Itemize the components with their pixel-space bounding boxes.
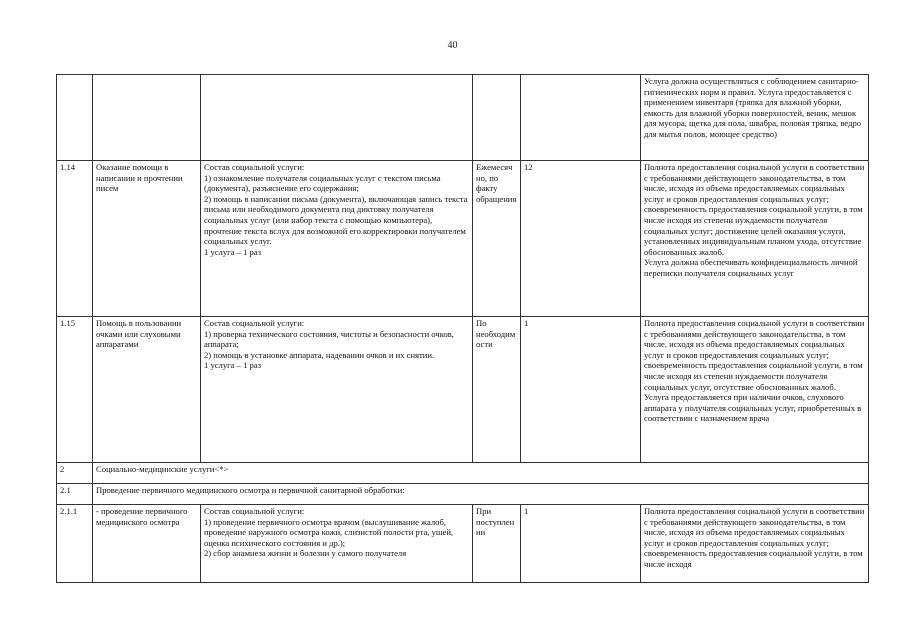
cell-service-content xyxy=(201,75,473,161)
content-line: Состав социальной услуги: xyxy=(204,318,305,328)
quality-text: Услуга должна осуществляться с соблюдением санитарно-гигиенических норм и правил. Услуга предоставляется с применением инвентаря (тряпка для влажной уборки, емкость для влажной уборки поверхностей, веник, мешок для мусора, щетка для пола, швабра, половая тряпка, ведро для мытья полов, моющее средство) xyxy=(644,76,862,139)
cell-service-name xyxy=(93,161,201,317)
cell-volume xyxy=(521,75,641,161)
table-row xyxy=(57,161,869,317)
section-row xyxy=(57,484,869,505)
cell-quality xyxy=(641,317,869,463)
cell-volume: 1 xyxy=(521,317,641,463)
cell-service-name xyxy=(93,505,201,583)
quality-text: Полнота предоставления социальной услуги в соответствии с требованиями действующего законодательства, в том числе, исходя из объема предоставляемых социальных услуг и сроков предоставления социальных услуг; своевременность предоставления социальной услуги, в том числе исходя из степени нуждаемости получателя социальных услуг, отсутствие обоснованных жалоб. xyxy=(644,318,865,392)
cell-volume: 1 xyxy=(521,505,641,583)
cell-period xyxy=(473,317,521,463)
content-line: 2) сбор анамнеза жизни и болезни у самого получателя xyxy=(204,548,407,559)
cell-quality xyxy=(641,505,869,583)
cell-number: 2 xyxy=(57,463,93,484)
content-line: Состав социальной услуги: xyxy=(204,506,305,516)
cell-service-content xyxy=(201,317,473,463)
page-number: 40 xyxy=(447,40,458,51)
cell-quality xyxy=(641,75,869,161)
period-text: По необходимости xyxy=(476,318,516,350)
cell-period xyxy=(473,505,521,583)
cell-service-content xyxy=(201,505,473,583)
content-line: Состав социальной услуги: xyxy=(204,162,305,172)
cell-service-content xyxy=(201,161,473,317)
quality-text: Услуга предоставляется при наличии очков, слухового аппарата у получателя социальных услуг, приобретенных в соответствии с назначением врача xyxy=(644,392,862,424)
section-title: Проведение первичного медицинского осмотра и первичной санитарной обработки: xyxy=(93,484,869,505)
quality-text: Полнота предоставления социальной услуги в соответствии с требованиями действующего законодательства, в том числе, исходя из объема предоставляемых социальных услуг и сроков предоставления социальных услуг; своевременность предоставления социальной услуги, в том числе исходя из степени нуждаемости получателя социальных услуг; достижение целей оказания услуги, установленных индивидуальным планом ухода, отсутствие обоснованных жалоб. xyxy=(644,162,865,257)
quality-text: Полнота предоставления социальной услуги в соответствии с требованиями действующего законодательства, в том числе, исходя из объема предоставляемых социальных услуг и сроков предоставления социальных услуг; своевременность предоставления социальной услуги, в том числе исходя xyxy=(644,506,865,569)
section-row xyxy=(57,463,869,484)
table-row xyxy=(57,317,869,463)
cell-number: 1.14 xyxy=(57,161,93,317)
cell-period xyxy=(473,161,521,317)
content-line: 1) проведение первичного осмотра врачом (выслушивание жалоб, проведение наружного осмотра кожи, слизистой полости рта, ушей, оценка психического состояния и др.); xyxy=(204,516,454,548)
cell-number xyxy=(57,75,93,161)
cell-quality xyxy=(641,161,869,317)
cell-volume: 12 xyxy=(521,161,641,317)
cell-service-name xyxy=(93,75,201,161)
cell-number: 2.1 xyxy=(57,484,93,505)
period-text: Ежемесячно, по факту обращения xyxy=(476,162,517,204)
service-name-text: Помощь в пользовании очками или слуховыми аппаратами xyxy=(96,318,182,350)
table-row xyxy=(57,75,869,161)
period-text: При поступлении xyxy=(476,506,515,538)
service-name-text: - проведение первичного медицинского осмотра xyxy=(96,506,188,527)
content-line: 2) помощь в написании письма (документа), включающая запись текста письма или необходимого документа под диктовку получателя социальных услуг (или набор текста с помощью компьютера), прочтение текста вслух для возможной его корректировки получателем социальных услуг. xyxy=(204,193,468,247)
services-table xyxy=(56,74,869,583)
cell-number: 2.1.1 xyxy=(57,505,93,583)
content-line: 2) помощь в установке аппарата, надевании очков и их снятии. xyxy=(204,349,435,360)
content-line: 1) проверка технического состояния, чистоты и безопасности очков, аппарата; xyxy=(204,328,454,350)
table-row xyxy=(57,505,869,583)
service-name-text: Оказание помощи в написании и прочтении писем xyxy=(96,162,183,194)
cell-number: 1.15 xyxy=(57,317,93,463)
cell-service-name xyxy=(93,317,201,463)
quality-text: Услуга должна обеспечивать конфиденциальность личной переписки получателя социальных услуг xyxy=(644,257,858,278)
content-line: 1 услуга – 1 раз xyxy=(204,360,262,371)
content-line: 1 услуга – 1 раз xyxy=(204,246,262,257)
cell-period xyxy=(473,75,521,161)
content-line: 1) ознакомление получателя социальных услуг с текстом письма (документа), разъяснение его содержания; xyxy=(204,172,441,194)
section-title: Социально-медицинские услуги<*> xyxy=(93,463,869,484)
